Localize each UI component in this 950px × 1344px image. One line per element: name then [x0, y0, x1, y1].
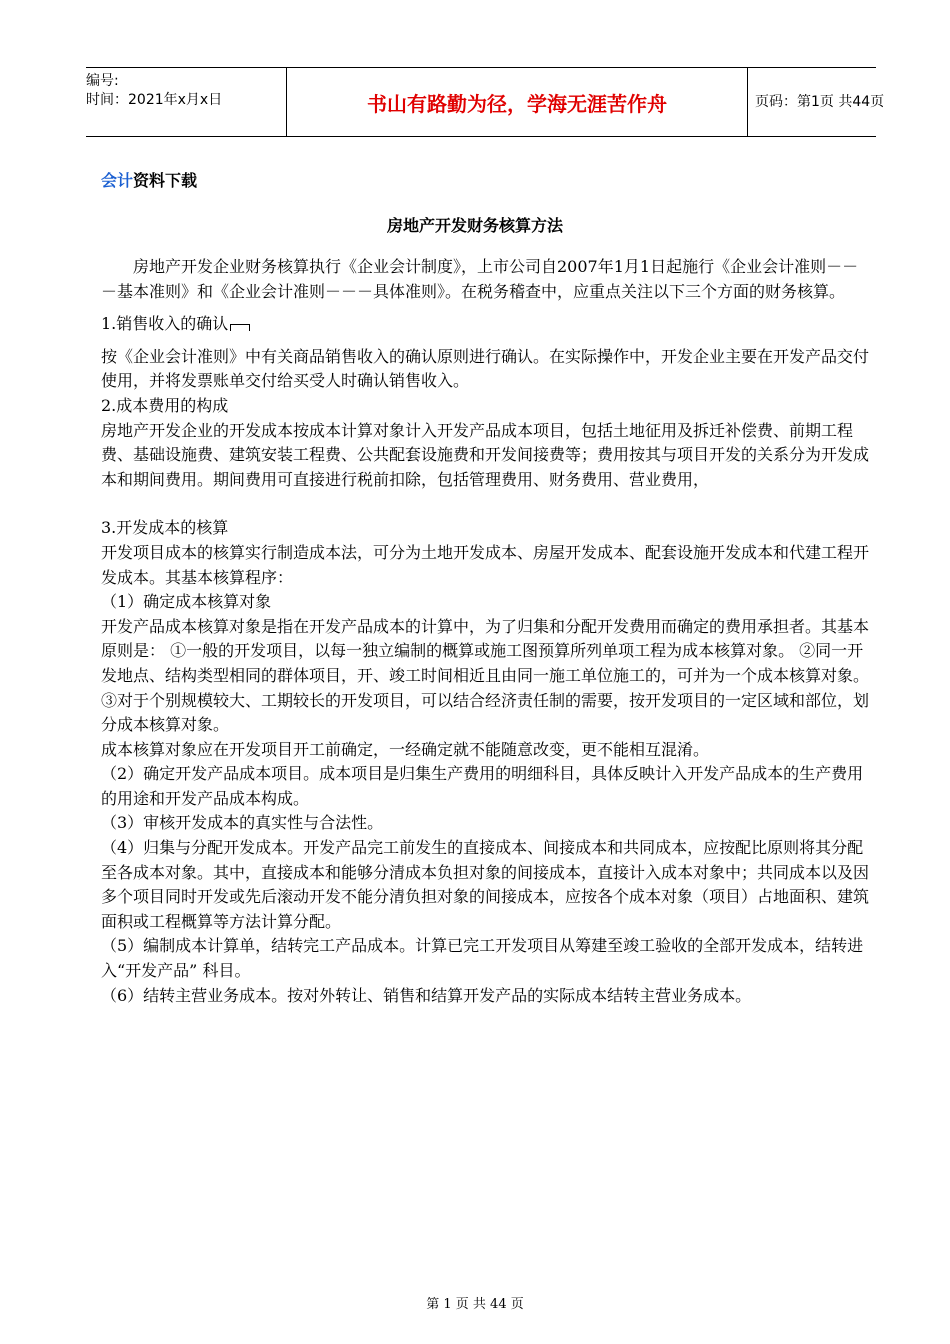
step-5: （5）编制成本计算单，结转完工产品成本。计算已完工开发项目从筹建至竣工验收的全部开发成本，结转进入“开发产品” 科目。 — [101, 936, 864, 981]
section-2-body: 房地产开发企业的开发成本按成本计算对象计入开发产品成本项目，包括土地征用及拆迁补偿费、前期工程费、基础设施费、建筑安装工程费、公共配套设施费和开发间接费等；费用按其与项目开发的关系分为开发成本和期间费用。期间费用可直接进行税前扣除，包括管理费用、财务费用、营业费用， — [101, 420, 870, 489]
section-2-heading: 2.成本费用的构成 — [101, 395, 229, 415]
step-1-heading: （1）确定成本核算对象 — [101, 592, 272, 612]
header-meta — [86, 68, 286, 140]
section-1-heading-text: 1.销售收入的确认 — [101, 314, 229, 334]
intro-paragraph: 房地产开发企业财务核算执行《企业会计制度》，上市公司自2007年1月1日起施行《企业会计准则－－－基本准则》和《企业会计准则－－－具体准则》。在税务稽查中，应重点关注以下三个方面的财务核算。 — [101, 257, 859, 301]
section-1-heading — [101, 312, 869, 337]
time-label: 时间：2021年x月x日 — [86, 92, 223, 108]
page-label: 页码：第1页 共44页 — [755, 94, 885, 110]
bracket-mark-icon — [230, 324, 250, 331]
step-1-note: 成本核算对象应在开发项目开工前确定，一经确定就不能随意改变，更不能相互混淆。 — [101, 739, 710, 759]
section-1-body: 按《企业会计准则》中有关商品销售收入的确认原则进行确认。在实际操作中，开发企业主要在开发产品交付使用，并将发票账单交付给买受人时确认销售收入。 — [101, 346, 870, 391]
document-title: 房地产开发财务核算方法 — [386, 216, 563, 235]
step-6: （6）结转主营业务成本。按对外转让、销售和结算开发产品的实际成本结转主营业务成本。 — [101, 985, 752, 1005]
page-footer: 第 1 页 共 44 页 — [426, 1297, 524, 1312]
motto: 书山有路勤为径，学海无涯苦作舟 — [367, 92, 667, 116]
step-2: （2）确定开发产品成本项目。成本项目是归集生产费用的明细科目，具体反映计入开发产品成本的生产费用的用途和开发产品成本构成。 — [101, 764, 864, 808]
download-text: 资料下载 — [133, 171, 198, 190]
document-body — [101, 255, 869, 1008]
step-4: （4）归集与分配开发成本。开发产品完工前发生的直接成本、间接成本和共同成本，应按配比原则将其分配至各成本对象。其中，直接成本和能够分清成本负担对象的间接成本，直接计入成本对象中；共同成本以及因多个项目同时开发或先后滚动开发不能分清负担对象的间接成本，应按各个成本对象（项目）占地面积、建筑面积或工程概算等方法计算分配。 — [101, 838, 870, 931]
page-header — [86, 67, 885, 137]
step-3: （3）审核开发成本的真实性与合法性。 — [101, 813, 384, 833]
number-label: 编号: — [86, 73, 119, 89]
section-3-heading: 3.开发成本的核算 — [101, 518, 229, 538]
header-motto-cell — [286, 68, 748, 136]
step-1-body: 开发产品成本核算对象是指在开发产品成本的计算中，为了归集和分配开发费用而确定的费用承担者。其基本原则是： ①一般的开发项目，以每一独立编制的概算或施工图预算所列单项工程为成本核算对象。 ②同一开发地点、结构类型相同的群体项目，开、竣工时间相近且由同一施工单位施工的，可并为一个成本核算对象。 ③对于个别规模较大、工期较长的开发项目，可以结合经济责任制的需要，按开发项目的一定区域和部位，划分成本核算对象。 — [101, 616, 870, 735]
section-3-body: 开发项目成本的核算实行制造成本法，可分为土地开发成本、房屋开发成本、配套设施开发成本和代建工程开发成本。其基本核算程序： — [101, 542, 870, 587]
download-heading — [101, 168, 197, 191]
download-link[interactable]: 会计 — [101, 171, 134, 190]
